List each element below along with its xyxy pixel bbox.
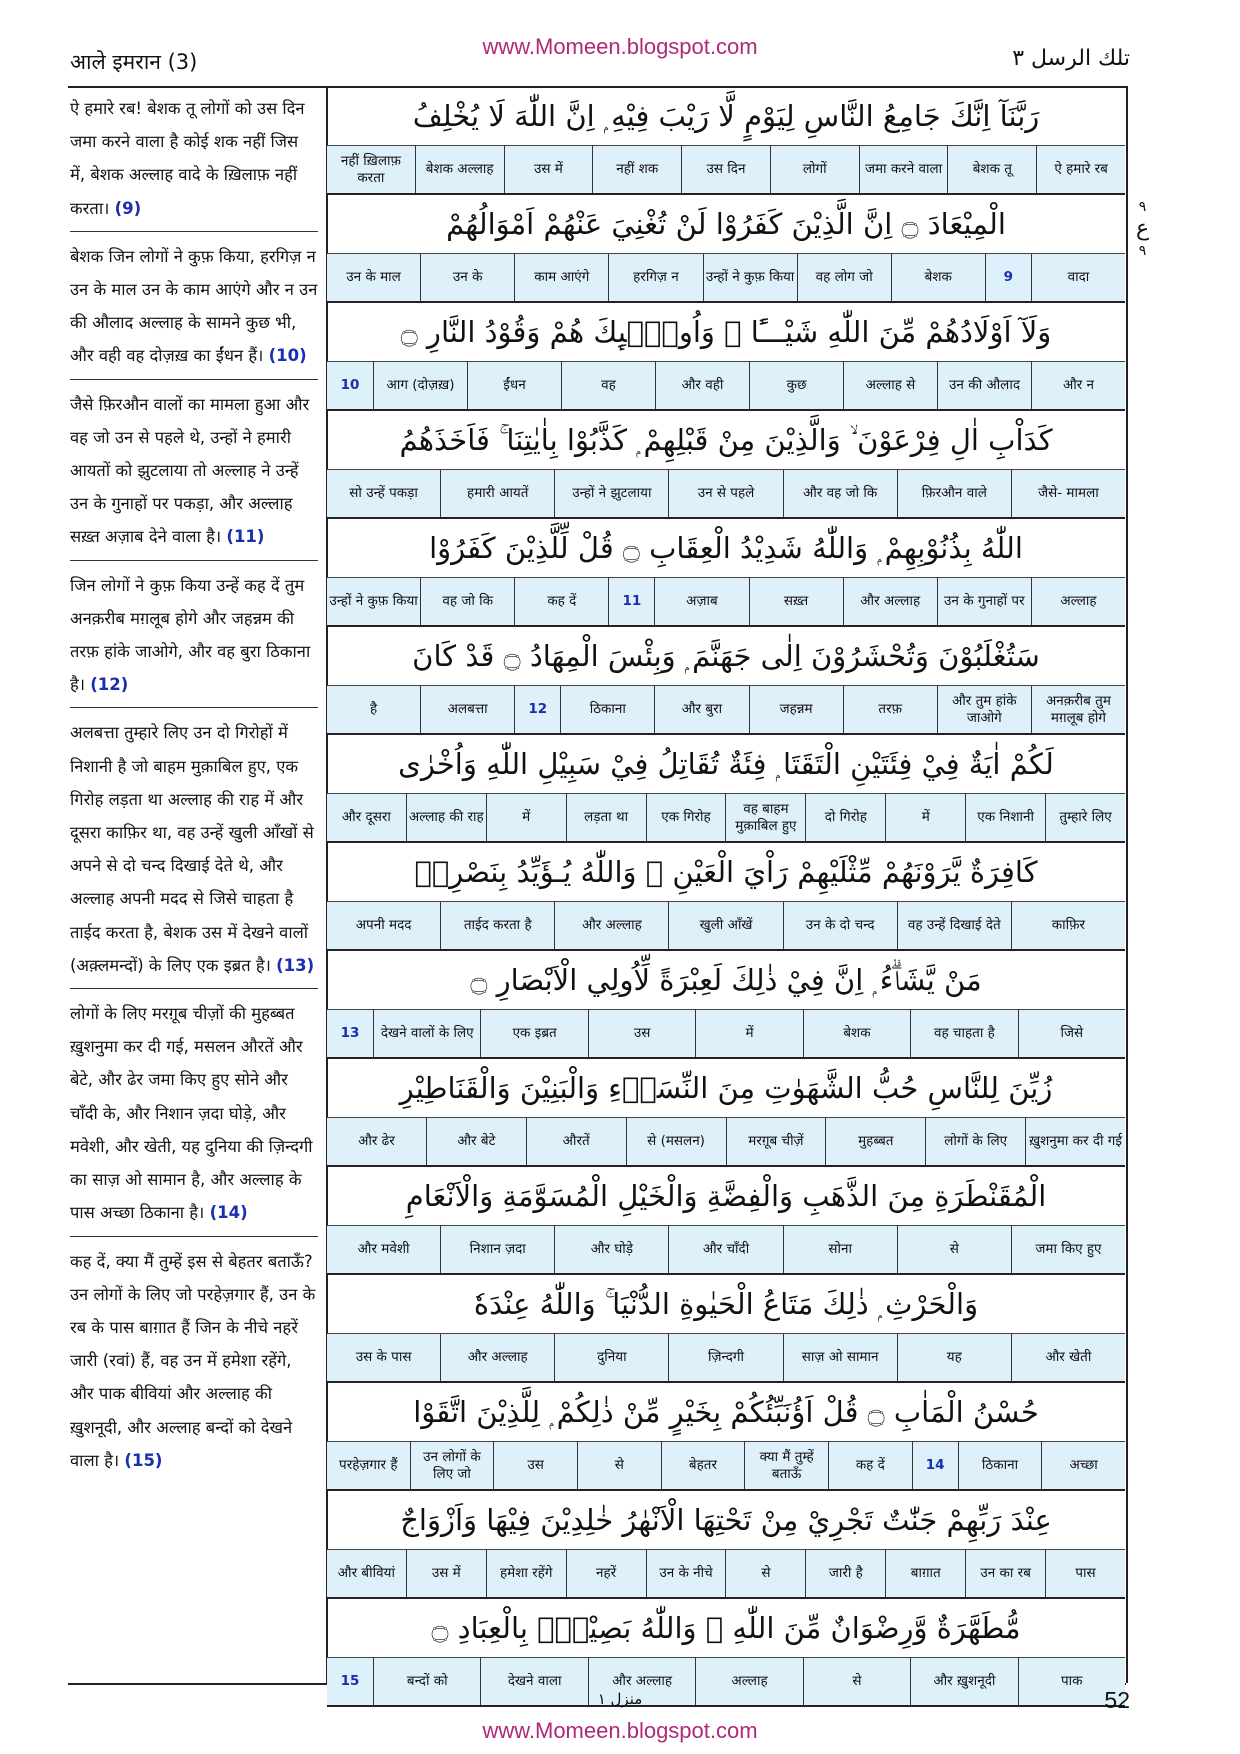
- word-meaning-cell: से: [577, 1442, 661, 1489]
- arabic-line: سَتُغْلَبُوْنَ وَتُحْشَرُوْنَ اِلٰى جَهَنَّمَ ۭ وَبِئْسَ الْمِهَادُ ۝ قَدْ كَانَ: [327, 627, 1125, 686]
- word-meaning-cell: उस दिन: [681, 146, 770, 193]
- word-meaning-cell: क्या मैं तुम्हें बताऊँ: [744, 1442, 828, 1489]
- word-meaning-row: [327, 1226, 1125, 1275]
- word-meaning-cell: और बीवियां: [337, 1565, 395, 1581]
- header-url[interactable]: www.Momeen.blogspot.com: [482, 34, 758, 59]
- word-meaning-cell: और अल्लाह: [554, 902, 668, 949]
- word-meaning-cell: नहीं शक: [592, 146, 681, 193]
- translation-paragraph: [70, 92, 318, 232]
- word-meaning-cell: अलबत्ता: [420, 686, 514, 733]
- word-meaning-cell: उन के माल: [346, 269, 401, 285]
- word-meaning-cell: जारी है: [805, 1550, 885, 1597]
- word-meaning-cell: दुनिया: [554, 1334, 668, 1381]
- word-meaning-cell: 15: [340, 1673, 360, 1689]
- verse-number: (10): [268, 346, 307, 366]
- verses-column: [327, 87, 1125, 1707]
- word-meaning-cell: यह: [897, 1334, 1011, 1381]
- verse-number: (9): [114, 198, 142, 218]
- word-meaning-cell: ताईद करता है: [440, 902, 554, 949]
- arabic-line: مَنْ يَّشَاۗءُ ۭ اِنَّ فِيْ ذٰلِكَ لَعِبْرَةً لِّاُولِي الْاَبْصَارِ ۝: [327, 951, 1125, 1010]
- word-meaning-cell: और दूसरा: [341, 809, 391, 825]
- word-meaning-cell: से: [897, 1226, 1011, 1273]
- word-meaning-cell: ऐ हमारे रब: [1036, 146, 1125, 193]
- word-meaning-row: [327, 1334, 1125, 1383]
- verse-number: (15): [124, 1450, 163, 1470]
- word-meaning-cell: अल्लाह की राह: [406, 794, 486, 841]
- word-meaning-cell: लोगों: [770, 146, 859, 193]
- word-meaning-cell: और खेती: [1011, 1334, 1125, 1381]
- word-meaning-cell: उस: [588, 1010, 695, 1057]
- word-meaning-cell: वह चाहता है: [910, 1010, 1017, 1057]
- word-meaning-cell: बेशक तू: [947, 146, 1036, 193]
- word-meaning-cell: काम आएंगे: [514, 254, 608, 301]
- arabic-line: حُسْنُ الْمَاٰبِ ۝ قُلْ اَؤُنَبِّئُكُمْ بِخَيْرٍ مِّنْ ذٰلِكُمْ ۭ لِلَّذِيْنَ اتَّقَوْا: [327, 1383, 1125, 1442]
- word-meaning-cell: उन्हों ने कुफ़ किया: [703, 254, 797, 301]
- word-meaning-cell: और वही: [655, 362, 749, 409]
- translation-paragraph: [70, 1245, 318, 1483]
- word-meaning-cell: उन के नीचे: [646, 1550, 726, 1597]
- word-meaning-cell: जमा करने वाला: [859, 146, 948, 193]
- ruku-symbol: ع: [1136, 216, 1150, 241]
- word-meaning-cell: और बुरा: [654, 686, 748, 733]
- word-meaning-cell: और अल्लाह: [440, 1334, 554, 1381]
- word-meaning-cell: खुली आँखें: [668, 902, 782, 949]
- word-meaning-cell: अल्लाह: [1031, 578, 1125, 625]
- word-meaning-cell: जमा किए हुए: [1011, 1226, 1125, 1273]
- word-meaning-cell: जैसे- मामला: [1011, 470, 1125, 517]
- word-meaning-cell: सो उन्हें पकड़ा: [349, 485, 418, 501]
- word-meaning-cell: पाक: [1018, 1658, 1125, 1705]
- arabic-line: اللّٰهُ بِذُنُوْبِهِمْ ۭ وَاللّٰهُ شَدِيْدُ الْعِقَابِ ۝ قُلْ لِّلَّذِيْنَ كَفَرُوْا: [327, 519, 1125, 578]
- translation-text: लोगों के लिए मरग़ूब चीज़ों की मुहब्बत ख़ुशनुमा कर दी गई, मसलन औरतें और बेटे, और ढेर जमा किए हुए सोने और चाँदी के, और निशान ज़दा घोड़े, और मवेशी, और खेती, यह दुनिया की ज़िन्दगी का साज़ ओ सामान है, और अल्लाह के पास अच्छा ठिकाना है।: [70, 1004, 313, 1223]
- right-border: [1126, 86, 1128, 1683]
- word-meaning-cell: उस में: [406, 1550, 486, 1597]
- word-meaning-row: [327, 254, 1125, 303]
- word-meaning-cell: तरफ़: [843, 686, 937, 733]
- word-meaning-cell: उन्हों ने झुटलाया: [554, 470, 668, 517]
- word-meaning-cell: उस में: [504, 146, 593, 193]
- arabic-line: الْمِيْعَادَ ۝ اِنَّ الَّذِيْنَ كَفَرُوْا لَنْ تُغْنِيَ عَنْهُمْ اَمْوَالُھُمْ: [327, 195, 1125, 254]
- word-meaning-cell: और चाँदी: [668, 1226, 782, 1273]
- word-meaning-cell: उन्हों ने कुफ़ किया: [329, 593, 418, 609]
- word-meaning-cell: औरतें: [526, 1118, 626, 1165]
- ruku-mark: [1136, 196, 1149, 262]
- word-meaning-cell: से (मसलन): [626, 1118, 726, 1165]
- translation-paragraph: [70, 240, 318, 380]
- word-meaning-cell: कुछ: [749, 362, 843, 409]
- translation-column: [70, 92, 318, 1491]
- word-meaning-cell: और मवेशी: [357, 1241, 410, 1257]
- word-meaning-cell: और अल्लाह: [843, 578, 937, 625]
- word-meaning-cell: लड़ता था: [566, 794, 646, 841]
- word-meaning-cell: वह लोग जो: [797, 254, 891, 301]
- verse-number: (11): [226, 527, 265, 547]
- word-meaning-cell: उन के गुनाहों पर: [937, 578, 1031, 625]
- word-meaning-cell: मुहब्बत: [825, 1118, 925, 1165]
- word-meaning-cell: और ढेर: [358, 1133, 395, 1149]
- word-meaning-cell: कह दें: [828, 1442, 912, 1489]
- word-meaning-cell: 9: [985, 254, 1031, 301]
- arabic-line: عِنْدَ رَبِّهِمْ جَنّٰتٌ تَجْرِيْ مِنْ تَحْتِهَا الْاَنْهٰرُ خٰلِدِيْنَ فِيْهَا وَاَزْوَاجٌ: [327, 1491, 1125, 1550]
- word-meaning-cell: देखने वाला: [480, 1658, 587, 1705]
- word-meaning-cell: नहीं ख़िलाफ़ करता: [340, 152, 401, 186]
- translation-text: कह दें, क्या मैं तुम्हें इस से बेहतर बताऊँ? उन लोगों के लिए जो परहेज़गार हैं, उन के रब के पास बाग़ात हैं जिन के नीचे नहरें जारी (रवां) हैं, वह उन में हमेशा रहेंगे, और पाक बीवियां और अल्लाह की ख़ुशनूदी, और अल्लाह बन्दों को देखने वाला है।: [70, 1251, 316, 1470]
- word-meaning-cell: और न: [1031, 362, 1125, 409]
- word-meaning-cell: तुम्हारे लिए: [1045, 794, 1125, 841]
- translation-paragraph: [70, 716, 318, 989]
- word-meaning-cell: काफ़िर: [1011, 902, 1125, 949]
- word-meaning-row: [327, 1118, 1125, 1167]
- word-meaning-cell: उस के पास: [355, 1349, 412, 1365]
- word-meaning-cell: एक निशानी: [965, 794, 1045, 841]
- word-meaning-cell: वादा: [1031, 254, 1125, 301]
- word-meaning-cell: 12: [514, 686, 560, 733]
- page-number: 52: [1104, 1687, 1130, 1713]
- word-meaning-cell: जहन्नम: [749, 686, 843, 733]
- verse-number: (12): [90, 675, 129, 695]
- word-meaning-cell: सोना: [783, 1226, 897, 1273]
- surah-title: आले इमरान (3): [70, 50, 198, 74]
- word-meaning-cell: जिसे: [1018, 1010, 1125, 1057]
- translation-paragraph: [70, 388, 318, 561]
- word-meaning-cell: पास: [1045, 1550, 1125, 1597]
- word-meaning-cell: 10: [340, 377, 360, 393]
- word-meaning-cell: नहरें: [566, 1550, 646, 1597]
- footer-url[interactable]: www.Momeen.blogspot.com: [482, 1718, 758, 1743]
- word-meaning-cell: ईंधन: [467, 362, 561, 409]
- word-meaning-cell: है: [369, 701, 378, 717]
- word-meaning-cell: से: [803, 1658, 910, 1705]
- arabic-line: مُّطَهَّرَةٌ وَّرِضْوَانٌ مِّنَ اللّٰهِ ۭ وَاللّٰهُ بَصِيْرٌۢ بِالْعِبَادِ ۝: [327, 1599, 1125, 1658]
- translation-text: बेशक जिन लोगों ने कुफ़ किया, हरगिज़ न उन के माल उन के काम आएंगे और न उन की औलाद अल्लाह के सामने कुछ भी, और वही वह दोज़ख़ का ईंधन हैं।: [70, 246, 318, 366]
- arabic-line: وَلَآ اَوْلَادُھُمْ مِّنَ اللّٰهِ شَيْـــًٔا ۭ وَاُولٰۗىِٕكَ ھُمْ وَقُوْدُ النَّارِ ۝: [327, 303, 1125, 362]
- verse-number: (13): [276, 955, 315, 975]
- word-meaning-cell: उन के दो चन्द: [783, 902, 897, 949]
- arabic-line: رَبَّنَآ اِنَّكَ جَامِعُ النَّاسِ لِيَوْمٍ لَّا رَيْبَ فِيْهِ ۭ اِنَّ اللّٰهَ لَا يُخْلِفُ: [327, 87, 1125, 146]
- word-meaning-cell: देखने वालों के लिए: [373, 1010, 480, 1057]
- juz-title: تلك الرسل ٣: [1012, 46, 1130, 71]
- translation-text: ऐ हमारे रब! बेशक तू लोगों को उस दिन जमा करने वाला है कोई शक नहीं जिस में, बेशक अल्लाह वादे के ख़िलाफ़ नहीं करता।: [70, 99, 305, 218]
- word-meaning-cell: और ख़ुशनूदी: [910, 1658, 1017, 1705]
- word-meaning-row: [327, 362, 1125, 411]
- arabic-line: وَالْحَرْثِ ۭ ذٰلِكَ مَتَاعُ الْحَيٰوةِ الدُّنْيَا ۚ وَاللّٰهُ عِنْدَهٗ: [327, 1275, 1125, 1334]
- word-meaning-cell: में: [885, 794, 965, 841]
- translation-paragraph: [70, 997, 318, 1236]
- word-meaning-cell: और वह जो कि: [783, 470, 897, 517]
- word-meaning-row: [327, 902, 1125, 951]
- word-meaning-cell: और तुम हांके जाओगे: [937, 686, 1031, 733]
- word-meaning-cell: अनक़रीब तुम मग़लूब होगे: [1031, 686, 1125, 733]
- verse-number: (14): [209, 1203, 248, 1223]
- word-meaning-cell: 13: [340, 1025, 360, 1041]
- word-meaning-cell: आग (दोज़ख़): [373, 362, 467, 409]
- arabic-line: لَكُمْ اٰيَةٌ فِيْ فِئَتَيْنِ الْتَقَتَا ۭ فِئَةٌ تُقَاتِلُ فِيْ سَبِيْلِ اللّٰهِ وَاُخْرٰى: [327, 735, 1125, 794]
- word-meaning-cell: उन के: [420, 254, 514, 301]
- word-meaning-cell: वह: [561, 362, 655, 409]
- translation-paragraph: [70, 569, 318, 709]
- word-meaning-cell: उन का रब: [965, 1550, 1045, 1597]
- word-meaning-cell: वह उन्हें दिखाई देते: [897, 902, 1011, 949]
- word-meaning-cell: अल्लाह: [695, 1658, 802, 1705]
- translation-text: जिन लोगों ने कुफ़ किया उन्हें कह दें तुम अनक़रीब मग़लूब होगे और जहन्नम की तरफ़ हांके जाओगे, और वह बुरा ठिकाना है।: [70, 575, 311, 695]
- word-meaning-cell: निशान ज़दा: [440, 1226, 554, 1273]
- word-meaning-cell: सख़्त: [749, 578, 843, 625]
- word-meaning-cell: अच्छा: [1041, 1442, 1125, 1489]
- word-meaning-row: [327, 686, 1125, 735]
- word-meaning-cell: हरगिज़ न: [608, 254, 702, 301]
- arabic-line: كَافِرَةٌ يَّرَوْنَھُمْ مِّثْلَيْهِمْ رَاْيَ الْعَيْنِ ۭ وَاللّٰهُ يُـؤَيِّدُ بِنَصْرِهٖ: [327, 843, 1125, 902]
- word-meaning-cell: एक गिरोह: [646, 794, 726, 841]
- word-meaning-cell: बेशक: [891, 254, 985, 301]
- word-meaning-cell: ठिकाना: [560, 686, 654, 733]
- word-meaning-cell: एक इब्रत: [480, 1010, 587, 1057]
- arabic-line: كَدَاْبِ اٰلِ فِرْعَوْنَ ۙ وَالَّذِيْنَ مِنْ قَبْلِهِمْ ۭ كَذَّبُوْا بِاٰيٰتِنَا ۚ فَاَخَذَھُمُ: [327, 411, 1125, 470]
- translation-text: जैसे फ़िरऔन वालों का मामला हुआ और वह जो उन से पहले थे, उन्हों ने हमारी आयतों को झुटलाया तो अल्लाह ने उन्हें उन के गुनाहों पर पकड़ा, और अल्लाह सख़्त अज़ाब देने वाला है।: [70, 394, 310, 547]
- word-meaning-cell: साज़ ओ सामान: [783, 1334, 897, 1381]
- word-meaning-row: [327, 1010, 1125, 1059]
- word-meaning-cell: उन लोगों के लिए जो: [410, 1442, 494, 1489]
- word-meaning-cell: से: [725, 1550, 805, 1597]
- word-meaning-cell: कह दें: [514, 578, 608, 625]
- word-meaning-row: [327, 470, 1125, 519]
- word-meaning-row: [327, 1550, 1125, 1599]
- translation-text: अलबत्ता तुम्हारे लिए उन दो गिरोहों में निशानी है जो बाहम मुक़ाबिल हुए, एक गिरोह लड़ता था अल्लाह की राह में और दूसरा काफ़िर था, वह उन्हें खुली आँखों से अपने से दो चन्द दिखाई देते थे, और अल्लाह अपनी मदद से जिसे चाहता है ताईद करता है, बेशक उस में देखने वालों (अक़्लमन्दों) के लिए एक इब्रत है।: [70, 723, 314, 975]
- arabic-line: زُيِّنَ لِلنَّاسِ حُبُّ الشَّهَوٰتِ مِنَ النِّسَاۗءِ وَالْبَنِيْنَ وَالْقَنَاطِيْرِ: [327, 1059, 1125, 1118]
- word-meaning-cell: हमेशा रहेंगे: [486, 1550, 566, 1597]
- word-meaning-cell: ज़िन्दगी: [668, 1334, 782, 1381]
- word-meaning-cell: में: [486, 794, 566, 841]
- word-meaning-cell: बन्दों को: [373, 1658, 480, 1705]
- word-meaning-cell: उन से पहले: [668, 470, 782, 517]
- word-meaning-cell: 11: [608, 578, 654, 625]
- word-meaning-cell: वह जो कि: [420, 578, 514, 625]
- arabic-line: الْمُقَنْطَرَةِ مِنَ الذَّھَبِ وَالْفِضَّةِ وَالْخَيْلِ الْمُسَوَّمَةِ وَالْاَنْعَامِ: [327, 1167, 1125, 1226]
- word-meaning-cell: बेशक अल्लाह: [415, 146, 504, 193]
- word-meaning-cell: अज़ाब: [654, 578, 748, 625]
- word-meaning-cell: लोगों के लिए: [925, 1118, 1025, 1165]
- word-meaning-cell: हमारी आयतें: [440, 470, 554, 517]
- ruku-bottom: ٩: [1138, 243, 1147, 259]
- word-meaning-cell: उन की औलाद: [937, 362, 1031, 409]
- word-meaning-row: [327, 146, 1125, 195]
- manzil-label: منزل ١: [597, 1690, 643, 1708]
- word-meaning-cell: बेशक: [803, 1010, 910, 1057]
- word-meaning-cell: दो गिरोह: [805, 794, 885, 841]
- word-meaning-cell: परहेज़गार हैं: [339, 1457, 398, 1473]
- word-meaning-cell: ख़ुशनुमा कर दी गई: [1025, 1118, 1125, 1165]
- word-meaning-cell: बेहतर: [661, 1442, 745, 1489]
- ruku-top: ٩: [1138, 199, 1147, 215]
- word-meaning-cell: वह बाहम मुक़ाबिल हुए: [725, 794, 805, 841]
- word-meaning-cell: में: [695, 1010, 802, 1057]
- word-meaning-cell: और घोड़े: [554, 1226, 668, 1273]
- word-meaning-row: [327, 1442, 1125, 1491]
- word-meaning-cell: अल्लाह से: [843, 362, 937, 409]
- word-meaning-cell: मरग़ूब चीज़ें: [726, 1118, 826, 1165]
- word-meaning-cell: और अल्लाह: [588, 1658, 695, 1705]
- word-meaning-cell: अपनी मदद: [355, 917, 412, 933]
- word-meaning-cell: और बेटे: [426, 1118, 526, 1165]
- word-meaning-cell: बाग़ात: [885, 1550, 965, 1597]
- word-meaning-row: [327, 794, 1125, 843]
- word-meaning-cell: ठिकाना: [958, 1442, 1042, 1489]
- word-meaning-row: [327, 578, 1125, 627]
- word-meaning-cell: फ़िरऔन वाले: [897, 470, 1011, 517]
- word-meaning-cell: उस: [493, 1442, 577, 1489]
- word-meaning-cell: 14: [912, 1442, 958, 1489]
